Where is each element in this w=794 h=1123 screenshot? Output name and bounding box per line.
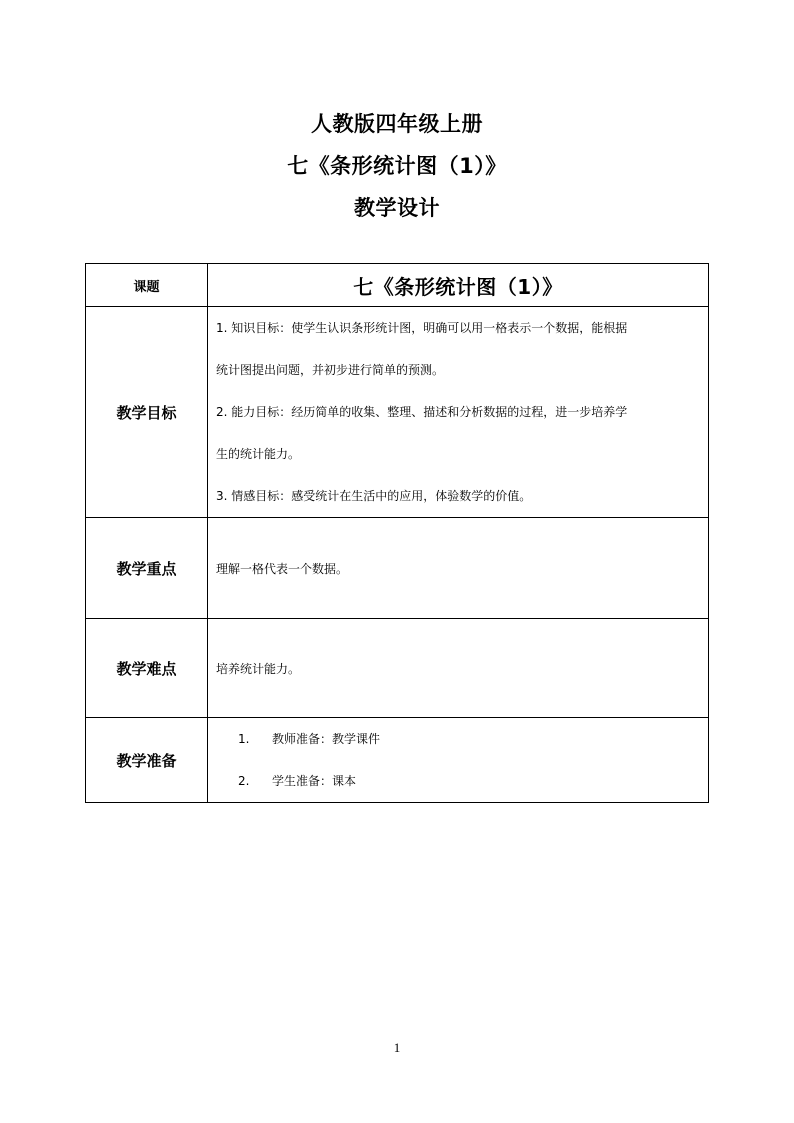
preparation-content (208, 718, 709, 803)
topic-row (86, 264, 709, 307)
difficulty-row (86, 619, 709, 718)
goal-line: 统计图提出问题，并初步进行简单的预测。 (216, 363, 445, 377)
key-point-row (86, 518, 709, 619)
goals-content (208, 307, 709, 518)
key-point-label: 教学重点 (86, 518, 208, 619)
header-textbook: 人教版四年级上册 (311, 112, 483, 136)
document-header (0, 103, 794, 229)
preparation-item-text: 教师准备：教学课件 (272, 732, 381, 746)
goal-line: 生的统计能力。 (216, 447, 301, 461)
preparation-item-number: 2. (238, 774, 250, 788)
goal-line: 2. 能力目标：经历简单的收集、整理、描述和分析数据的过程，进一步培养学 (216, 405, 628, 419)
goal-line: 3. 情感目标：感受统计在生活中的应用，体验数学的价值。 (216, 489, 532, 503)
preparation-label: 教学准备 (86, 718, 208, 803)
header-lesson-title: 七《条形统计图（1）》 (287, 154, 507, 178)
lesson-plan-table (85, 263, 709, 803)
goals-label: 教学目标 (86, 307, 208, 518)
preparation-item-text: 学生准备：课本 (272, 774, 357, 788)
topic-label: 课题 (86, 264, 208, 307)
preparation-row (86, 718, 709, 803)
preparation-item (216, 718, 702, 760)
preparation-item-number: 1. (238, 732, 250, 746)
header-doc-type: 教学设计 (354, 196, 440, 220)
key-point-value: 理解一格代表一个数据。 (208, 518, 709, 619)
goal-line: 1. 知识目标：使学生认识条形统计图，明确可以用一格表示一个数据，能根据 (216, 321, 628, 335)
difficulty-value: 培养统计能力。 (208, 619, 709, 718)
difficulty-label: 教学难点 (86, 619, 208, 718)
page-number: 1 (393, 1040, 401, 1055)
preparation-item (216, 760, 702, 802)
topic-value: 七《条形统计图（1）》 (208, 264, 709, 307)
goals-row (86, 307, 709, 518)
